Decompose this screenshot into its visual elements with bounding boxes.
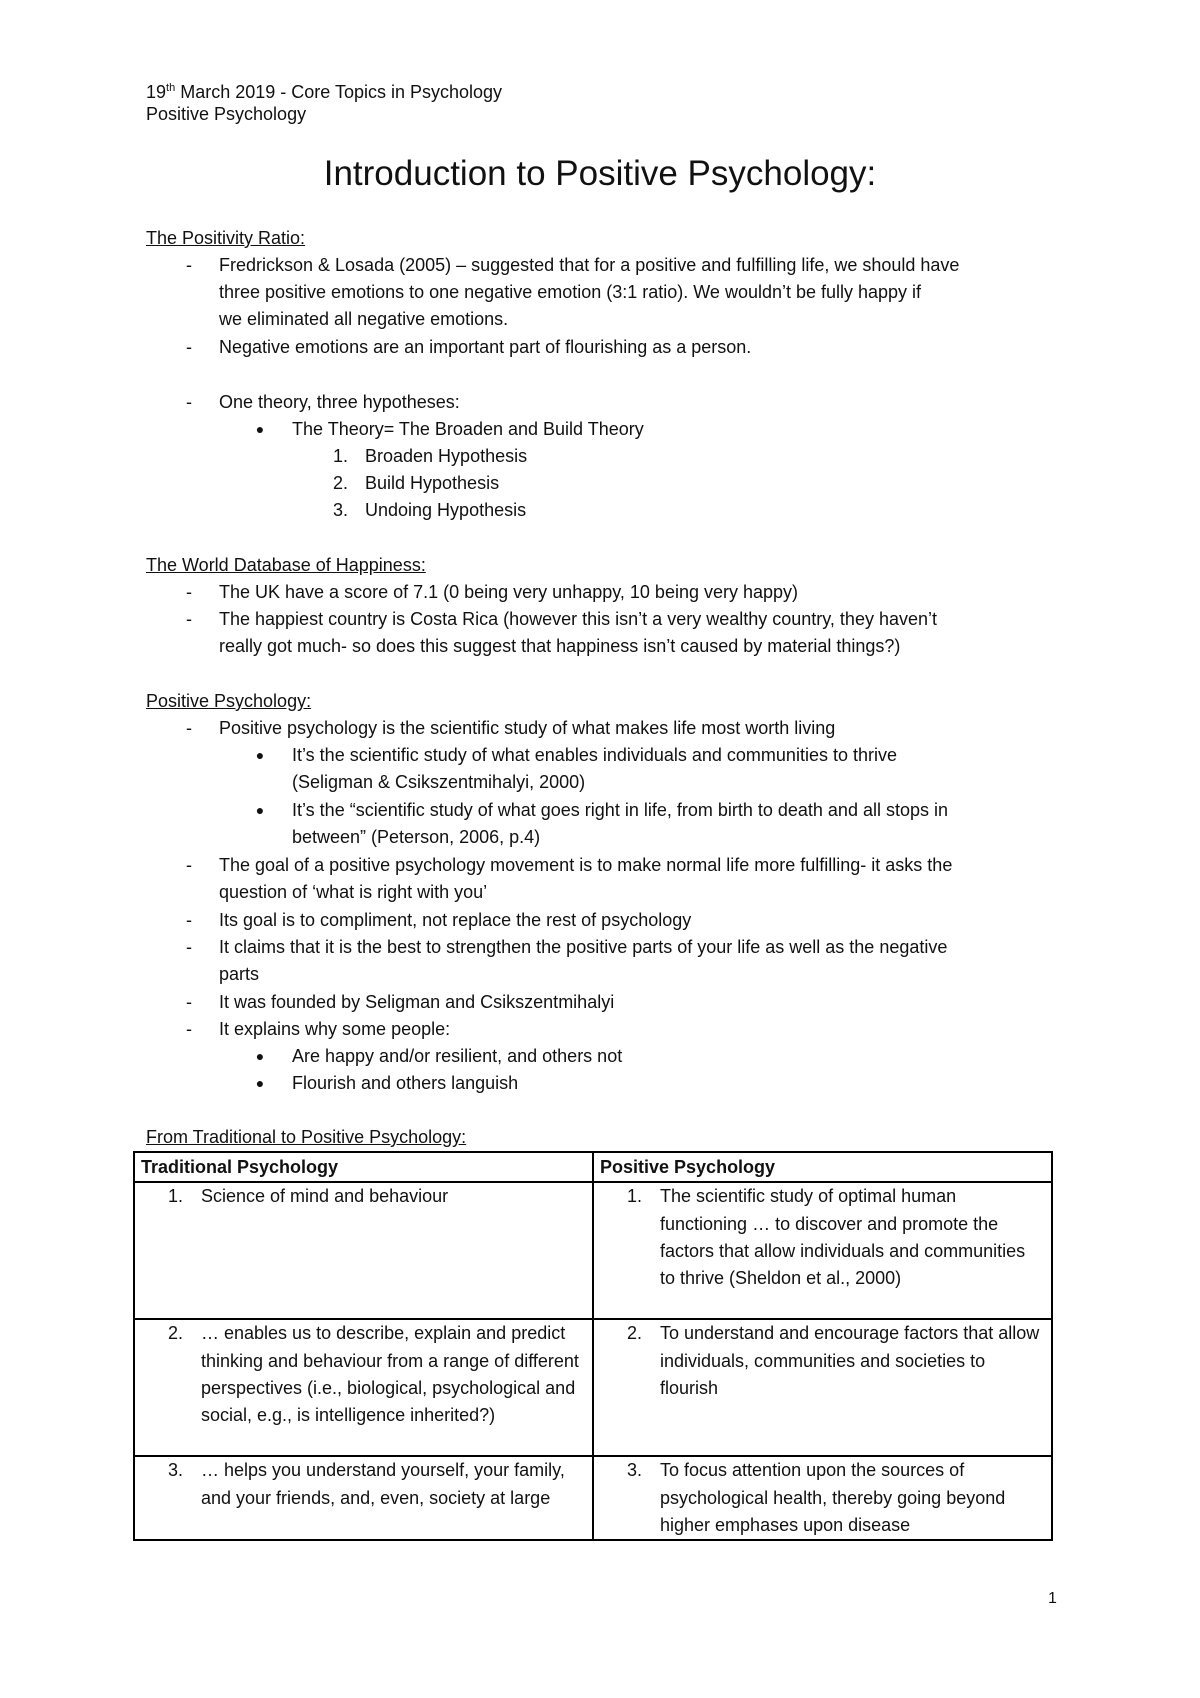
list-item: - Negative emotions are an important part of flourishing as a person. — [0, 334, 1200, 389]
list-item: ● Are happy and/or resilient, and others not — [0, 1043, 1200, 1070]
positive-psychology-list — [0, 715, 1200, 1097]
dash-marker: - — [186, 937, 192, 957]
section-heading-comparison: From Traditional to Positive Psychology: — [146, 1127, 467, 1147]
list-item: - One theory, three hypotheses: — [0, 389, 1200, 416]
bullet-marker: ● — [255, 1075, 265, 1091]
comparison-table — [133, 1151, 1053, 1541]
table-row — [134, 1456, 1052, 1540]
dash-marker: - — [186, 910, 192, 930]
dash-marker: - — [186, 855, 192, 875]
list-item: - Fredrickson & Losada (2005) – suggested that for a positive and fulfilling life, we should have three positive emotions to one negative emotion (3:1 ratio). We wouldn’t be fully happy if we eliminated all negative emotions. — [0, 252, 1200, 334]
dash-marker: - — [186, 609, 192, 629]
bullet-marker: ● — [255, 421, 265, 437]
section-heading-positive-psychology: Positive Psychology: — [146, 691, 312, 711]
section-heading-world-database: The World Database of Happiness: — [146, 555, 426, 575]
dash-marker: - — [186, 1019, 192, 1039]
list-item: ● The Theory= The Broaden and Build Theory — [0, 416, 1200, 443]
list-item: ● It’s the “scientific study of what goes right in life, from birth to death and all stops in between” (Peterson, 2006, p.4) — [0, 797, 1200, 852]
table-cell-positive: 1. The scientific study of optimal human functioning … to discover and promote the factors that allow individuals and communities to thrive (Sheldon et al., 2000) — [593, 1182, 1052, 1319]
number-marker: 2. — [332, 473, 348, 493]
header-day: 19 — [146, 82, 167, 102]
header-course: March 2019 - Core Topics in Psychology — [175, 82, 503, 102]
number-marker: 1. — [332, 446, 348, 466]
dash-marker: - — [186, 718, 192, 738]
bullet-marker: ● — [255, 802, 265, 818]
table-cell-positive: 3. To focus attention upon the sources of psychological health, thereby going beyond higher emphases upon disease — [593, 1456, 1052, 1540]
list-item: - Positive psychology is the scientific study of what makes life most worth living — [0, 715, 1200, 742]
table-cell-positive: 2. To understand and encourage factors that allow individuals, communities and societies to flourish — [593, 1319, 1052, 1456]
list-item: 3. Undoing Hypothesis — [0, 497, 1200, 524]
page-title: Introduction to Positive Psychology: — [323, 154, 877, 193]
list-item: - The UK have a score of 7.1 (0 being very unhappy, 10 being very happy) — [0, 579, 1200, 606]
section-heading-positivity-ratio: The Positivity Ratio: — [146, 228, 306, 248]
bullet-marker: ● — [255, 747, 265, 763]
table-row — [134, 1319, 1052, 1456]
positivity-ratio-list — [0, 252, 1200, 524]
header-day-suffix: th — [166, 82, 176, 94]
table-cell-traditional: 2. … enables us to describe, explain and predict thinking and behaviour from a range of different perspectives (i.e., biological, psychological and social, e.g., is intelligence inherited?) — [134, 1319, 593, 1456]
bullet-marker: ● — [255, 1048, 265, 1064]
dash-marker: - — [186, 992, 192, 1012]
header-subtitle: Positive Psychology — [146, 104, 307, 124]
list-item: - The goal of a positive psychology movement is to make normal life more fulfilling- it asks the question of ‘what is right with you’ — [0, 852, 1200, 907]
dash-marker: - — [186, 582, 192, 602]
list-item: 1. Broaden Hypothesis — [0, 443, 1200, 470]
dash-marker: - — [186, 337, 192, 357]
column-header-traditional: Traditional Psychology — [134, 1152, 593, 1182]
list-item: - Its goal is to compliment, not replace the rest of psychology — [0, 907, 1200, 934]
table-header-row — [134, 1152, 1052, 1182]
dash-marker: - — [186, 255, 192, 275]
list-item: ● It’s the scientific study of what enables individuals and communities to thrive (Seligman & Csikszentmihalyi, 2000) — [0, 742, 1200, 797]
list-item: - The happiest country is Costa Rica (however this isn’t a very wealthy country, they haven’t really got much- so does this suggest that happiness isn’t caused by material things?) — [0, 606, 1200, 661]
list-item: - It claims that it is the best to strengthen the positive parts of your life as well as the negative parts — [0, 934, 1200, 989]
world-database-list — [0, 579, 1200, 661]
dash-marker: - — [186, 392, 192, 412]
list-item: - It was founded by Seligman and Csikszentmihalyi — [0, 989, 1200, 1016]
table-cell-traditional: 3. … helps you understand yourself, your family, and your friends, and, even, society at large — [134, 1456, 593, 1540]
list-item: ● Flourish and others languish — [0, 1070, 1200, 1097]
column-header-positive: Positive Psychology — [593, 1152, 1052, 1182]
list-item: - It explains why some people: — [0, 1016, 1200, 1043]
table-cell-traditional: 1. Science of mind and behaviour — [134, 1182, 593, 1319]
list-item: 2. Build Hypothesis — [0, 470, 1200, 497]
number-marker: 3. — [332, 500, 348, 520]
page-number: 1 — [1048, 1590, 1057, 1607]
table-row — [134, 1182, 1052, 1319]
